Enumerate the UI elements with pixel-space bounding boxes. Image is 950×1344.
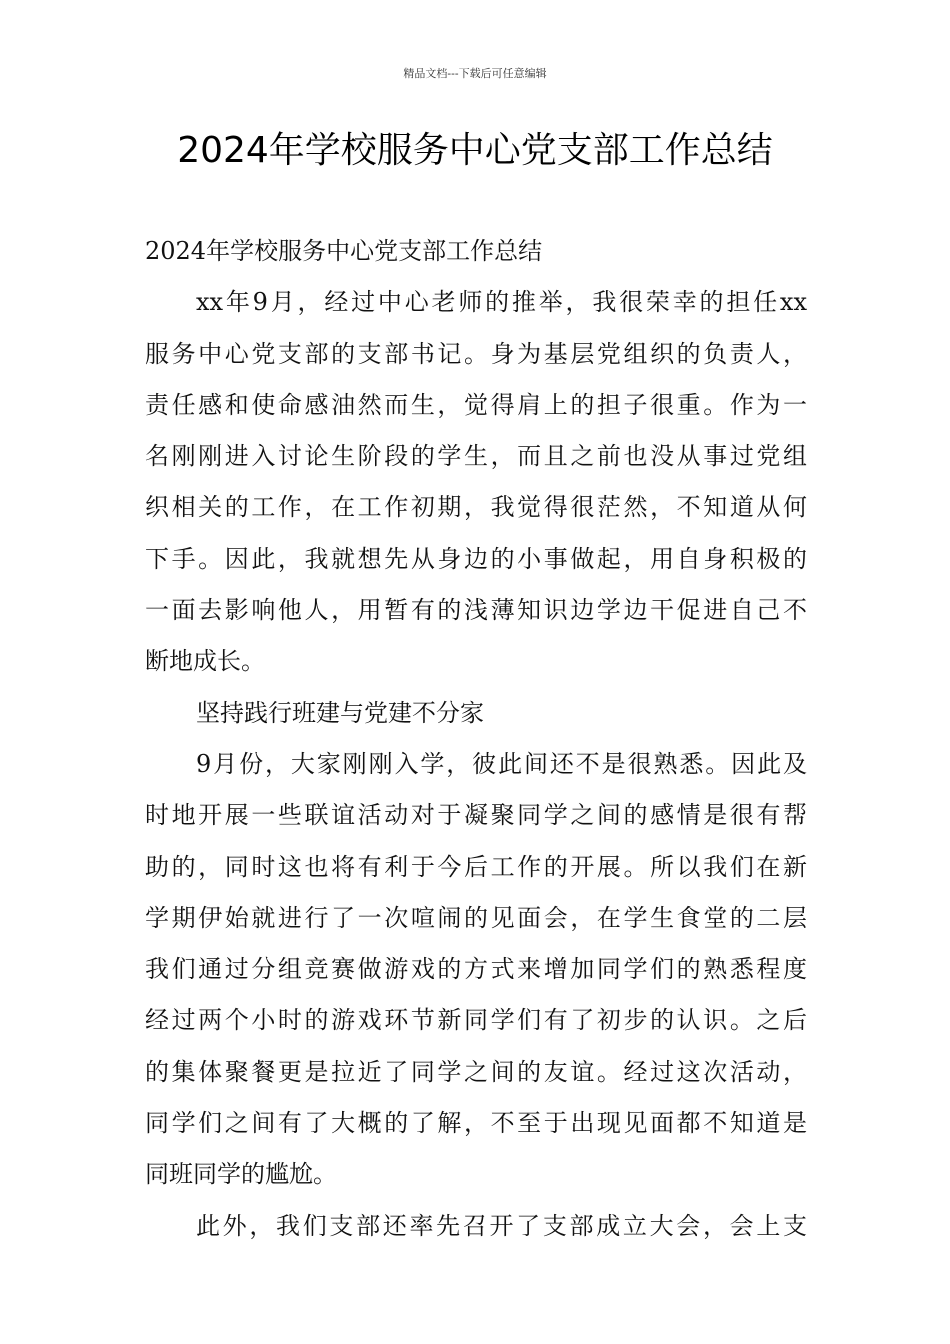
text-line: 经过两个小时的游戏环节新同学们有了初步的认识。之后 bbox=[145, 1006, 807, 1035]
text-line: xx年9月，经过中心老师的推举，我很荣幸的担任xx bbox=[196, 288, 807, 317]
text-line: 学期伊始就进行了一次喧闹的见面会，在学生食堂的二层 bbox=[145, 903, 807, 932]
text-line: 服务中心党支部的支部书记。身为基层党组织的负责人， bbox=[145, 339, 807, 368]
body-text bbox=[145, 226, 807, 1252]
text-line: 名刚刚进入讨论生阶段的学生，而且之前也没从事过党组 bbox=[145, 442, 807, 471]
text-line: 织相关的工作，在工作初期，我觉得很茫然，不知道从何 bbox=[145, 493, 807, 522]
text-line: 同班同学的尴尬。 bbox=[145, 1160, 337, 1189]
document-title: 2024年学校服务中心党支部工作总结 bbox=[177, 130, 773, 171]
text-line: 我们通过分组竞赛做游戏的方式来增加同学们的熟悉程度 bbox=[145, 955, 807, 984]
header-note: 精品文档---下载后可任意编辑 bbox=[403, 67, 547, 80]
text-line: 助的，同时这也将有利于今后工作的开展。所以我们在新 bbox=[145, 852, 807, 881]
text-line: 9月份，大家刚刚入学，彼此间还不是很熟悉。因此及 bbox=[196, 749, 807, 778]
text-line: 2024年学校服务中心党支部工作总结 bbox=[145, 237, 543, 265]
text-line: 一面去影响他人，用暂有的浅薄知识边学边干促进自己不 bbox=[145, 596, 807, 625]
text-line: 坚持践行班建与党建不分家 bbox=[196, 698, 484, 727]
text-line: 下手。因此，我就想先从身边的小事做起，用自身积极的 bbox=[145, 544, 807, 573]
text-line: 同学们之间有了大概的了解，不至于出现见面都不知道是 bbox=[145, 1109, 807, 1138]
text-line: 责任感和使命感油然而生，觉得肩上的担子很重。作为一 bbox=[145, 390, 807, 419]
text-line: 的集体聚餐更是拉近了同学之间的友谊。经过这次活动， bbox=[145, 1057, 807, 1086]
text-line: 断地成长。 bbox=[145, 647, 265, 676]
text-line: 此外，我们支部还率先召开了支部成立大会，会上支 bbox=[196, 1211, 807, 1240]
text-line: 时地开展一些联谊活动对于凝聚同学之间的感情是很有帮 bbox=[145, 801, 807, 830]
